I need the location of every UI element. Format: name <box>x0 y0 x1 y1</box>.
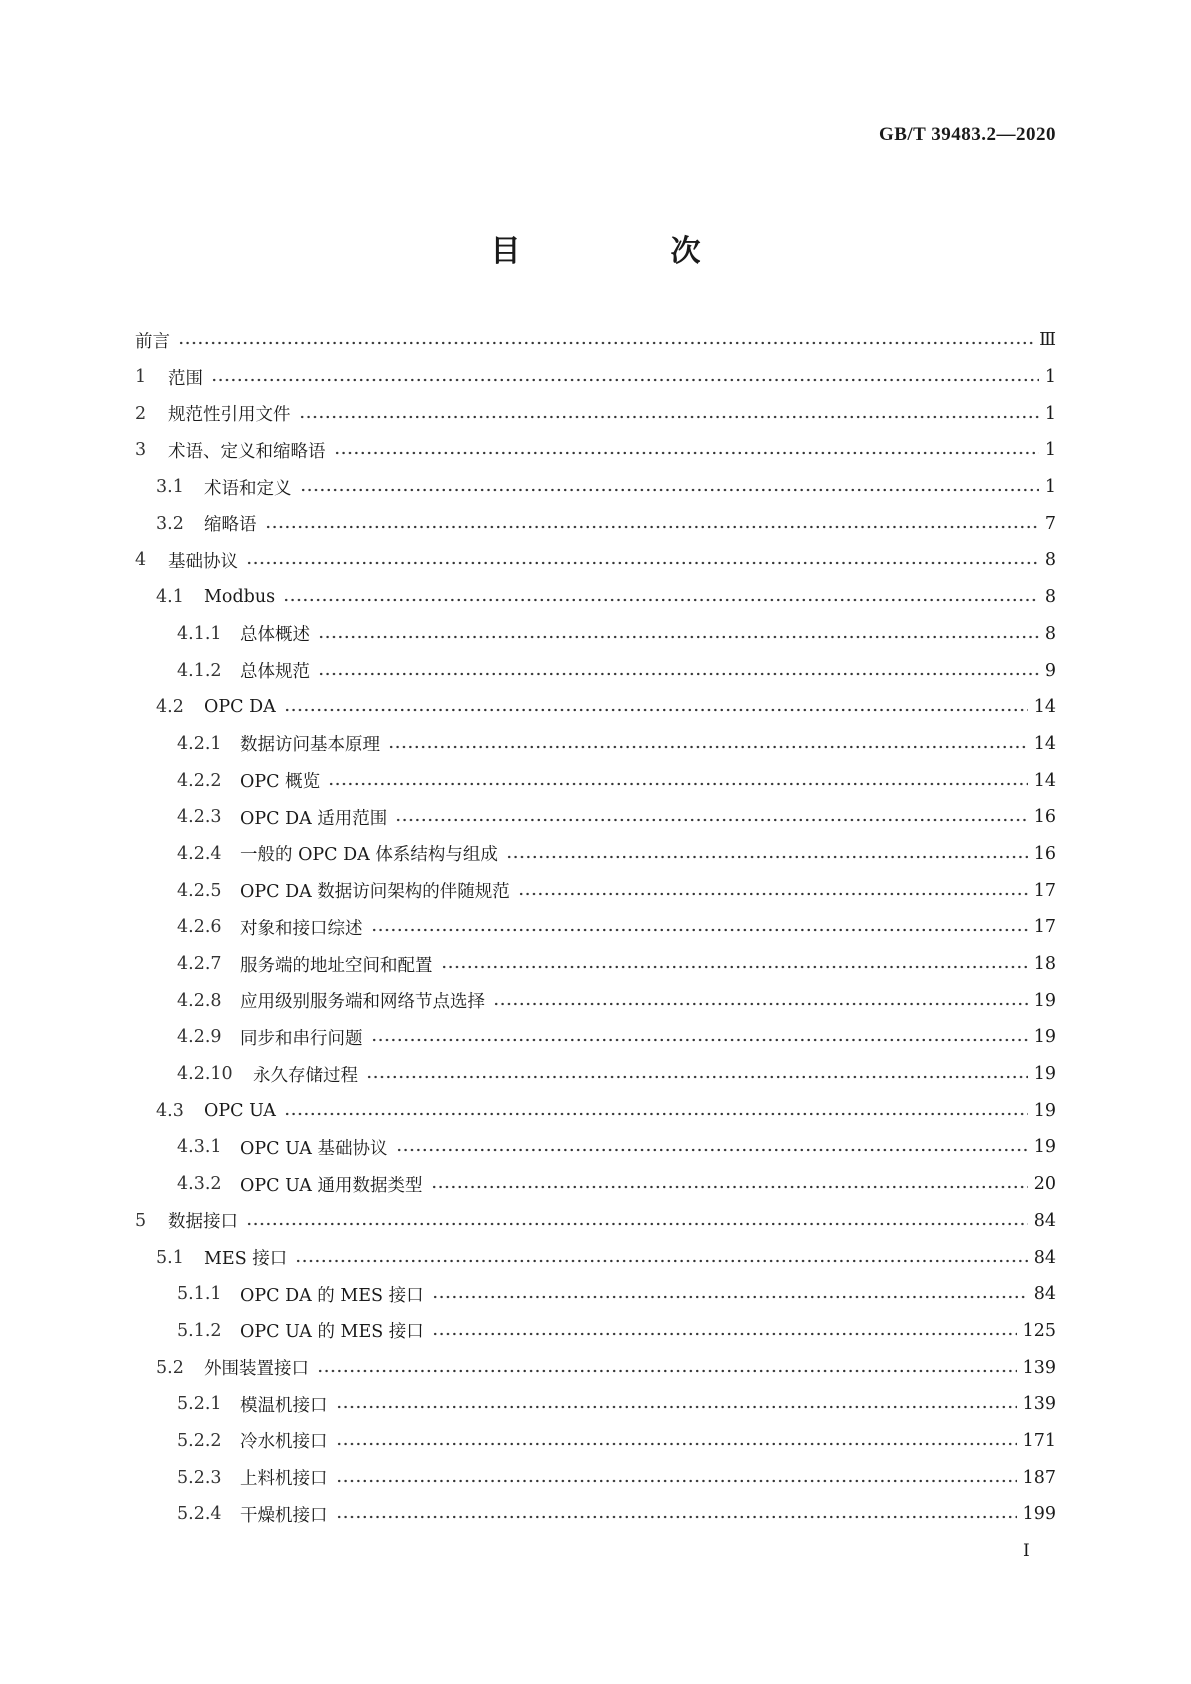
toc-entry-number: 5.2.2 <box>177 1430 222 1451</box>
toc-entry[interactable] <box>135 1203 1056 1240</box>
toc-entry-number: 4.2.1 <box>177 733 222 754</box>
toc-entry-number: 4.1.1 <box>177 623 222 644</box>
toc-entry-label: 术语、定义和缩略语 <box>168 441 326 462</box>
toc-entry-label: 基础协议 <box>168 551 238 572</box>
toc-entry[interactable] <box>135 799 1056 836</box>
toc-entry-number: 3.1 <box>156 477 184 498</box>
toc-entry-number: 4.1.2 <box>177 660 222 681</box>
toc-entry-label: 干燥机接口 <box>240 1505 328 1526</box>
dot-leader <box>246 1222 1028 1226</box>
toc-entry-page: 1 <box>1044 403 1056 424</box>
toc-entry[interactable] <box>135 836 1056 873</box>
toc-entry-number: 3 <box>135 440 147 461</box>
toc-entry-page: 84 <box>1033 1247 1056 1268</box>
toc-entry-page: 125 <box>1022 1320 1056 1341</box>
toc-entry-label: 同步和串行问题 <box>240 1028 363 1049</box>
toc-entry-page: 16 <box>1033 807 1056 828</box>
toc-entry-number: 4.2.10 <box>177 1064 233 1085</box>
toc-entry-label: OPC DA 的 MES 接口 <box>240 1285 424 1306</box>
toc-entry-number: 1 <box>135 367 147 388</box>
toc-entry[interactable] <box>135 909 1056 946</box>
dot-leader <box>371 1038 1028 1042</box>
toc-entry-page: 8 <box>1044 623 1056 644</box>
dot-leader <box>211 378 1039 382</box>
toc-entry-label: OPC DA <box>204 697 276 718</box>
dot-leader <box>318 635 1039 639</box>
toc-entry[interactable] <box>135 1239 1056 1276</box>
toc-entry-number: 4.2.8 <box>177 990 222 1011</box>
toc-entry-page: Ⅲ <box>1039 330 1056 351</box>
dot-leader <box>336 1442 1017 1446</box>
toc-entry-page: 14 <box>1033 770 1056 791</box>
dot-leader <box>396 1148 1028 1152</box>
toc-entry-page: 17 <box>1033 917 1056 938</box>
toc-entry-number: 4.3.2 <box>177 1174 222 1195</box>
toc-entry-page: 1 <box>1044 477 1056 498</box>
toc-entry-label: 对象和接口综述 <box>240 918 363 939</box>
dot-leader <box>300 488 1039 492</box>
toc-entry[interactable] <box>135 1019 1056 1056</box>
toc-entry[interactable] <box>135 542 1056 579</box>
dot-leader <box>283 598 1039 602</box>
toc-entry-page: 8 <box>1044 587 1056 608</box>
dot-leader <box>388 745 1028 749</box>
toc-entry-page: 19 <box>1033 1100 1056 1121</box>
page-title: 目 次 <box>490 234 761 269</box>
toc-entry-label: 模温机接口 <box>240 1395 328 1416</box>
toc-entry-page: 14 <box>1033 697 1056 718</box>
dot-leader <box>265 525 1039 529</box>
toc-entry-label: OPC UA 通用数据类型 <box>240 1175 423 1196</box>
toc-entry[interactable] <box>135 322 1056 359</box>
dot-leader <box>336 1515 1017 1519</box>
toc-entry[interactable] <box>135 1166 1056 1203</box>
toc-entry-label: 应用级别服务端和网络节点选择 <box>240 992 485 1013</box>
footer-page-number: Ⅰ <box>1023 1541 1030 1561</box>
toc-entry-number: 4.3 <box>156 1100 184 1121</box>
toc-entry-label: 外围装置接口 <box>204 1359 309 1380</box>
toc-entry-number: 4.2.3 <box>177 807 222 828</box>
toc-entry-number: 4.2 <box>156 697 184 718</box>
toc-entry-label: 数据访问基本原理 <box>240 735 380 756</box>
toc-entry[interactable] <box>135 872 1056 909</box>
toc-entry-number: 4.1 <box>156 587 184 608</box>
toc-entry-page: 16 <box>1033 843 1056 864</box>
toc-entry-number: 5.1 <box>156 1247 184 1268</box>
toc-entry-label: 总体规范 <box>240 662 310 683</box>
standard-code: GB/T 39483.2—2020 <box>878 124 1056 145</box>
dot-leader <box>178 341 1033 345</box>
toc-entry-label: 术语和定义 <box>204 478 292 499</box>
toc-entry[interactable] <box>135 1276 1056 1313</box>
dot-leader <box>506 855 1028 859</box>
toc-entry-page: 84 <box>1033 1210 1056 1231</box>
toc-entry-number: 4 <box>135 550 147 571</box>
toc-entry-number: 3.2 <box>156 513 184 534</box>
dot-leader <box>246 561 1039 565</box>
toc-entry[interactable] <box>135 1459 1056 1496</box>
toc-entry-label: MES 接口 <box>204 1249 288 1270</box>
dot-leader <box>371 928 1028 932</box>
toc-entry[interactable] <box>135 689 1056 726</box>
toc-entry-label: 上料机接口 <box>240 1469 328 1490</box>
toc-entry-number: 4.2.6 <box>177 917 222 938</box>
toc-entry-page: 199 <box>1022 1504 1056 1525</box>
toc-entry-number: 5.2.3 <box>177 1467 222 1488</box>
toc-entry-label: 前言 <box>135 331 170 352</box>
toc-entry[interactable] <box>135 616 1056 653</box>
toc-entry-number: 4.2.7 <box>177 954 222 975</box>
toc-entry-label: 一般的 OPC DA 体系结构与组成 <box>240 845 498 866</box>
dot-leader <box>334 451 1039 455</box>
toc-entry-number: 4.2.4 <box>177 843 222 864</box>
toc-entry-number: 5.1.2 <box>177 1320 222 1341</box>
dot-leader <box>328 782 1028 786</box>
toc-entry[interactable] <box>135 469 1056 506</box>
toc-entry-number: 4.2.5 <box>177 880 222 901</box>
toc-entry-label: 冷水机接口 <box>240 1432 328 1453</box>
toc-entry-label: OPC UA <box>204 1100 276 1121</box>
toc-entry-number: 4.3.1 <box>177 1137 222 1158</box>
toc-entry-label: OPC UA 基础协议 <box>240 1138 388 1159</box>
toc-entry-label: 数据接口 <box>168 1212 238 1233</box>
toc-entry-page: 18 <box>1033 954 1056 975</box>
toc-entry-number: 5.1.1 <box>177 1284 222 1305</box>
toc-entry-label: 缩略语 <box>204 515 257 536</box>
dot-leader <box>284 708 1028 712</box>
dot-leader <box>284 1112 1028 1116</box>
dot-leader <box>432 1295 1028 1299</box>
dot-leader <box>317 1369 1017 1373</box>
toc-entry[interactable] <box>135 395 1056 432</box>
toc-entry-label: 永久存储过程 <box>253 1065 358 1086</box>
toc-entry-label: OPC DA 适用范围 <box>240 808 388 829</box>
toc-entry[interactable] <box>135 652 1056 689</box>
toc-entry[interactable] <box>135 1092 1056 1129</box>
toc-entry[interactable] <box>135 1129 1056 1166</box>
dot-leader <box>431 1185 1028 1189</box>
dot-leader <box>518 892 1028 896</box>
toc-entry-page: 19 <box>1033 1064 1056 1085</box>
toc-entry-page: 8 <box>1044 550 1056 571</box>
toc-entry[interactable] <box>135 762 1056 799</box>
toc-entry[interactable] <box>135 1349 1056 1386</box>
toc-entry-number: 5.2.1 <box>177 1394 222 1415</box>
toc-entry-label: Modbus <box>204 587 276 608</box>
toc-entry-number: 5.2.4 <box>177 1504 222 1525</box>
toc-entry-label: OPC UA 的 MES 接口 <box>240 1322 424 1343</box>
toc-entry-label: 范围 <box>168 368 203 389</box>
toc-entry[interactable] <box>135 1496 1056 1533</box>
dot-leader <box>318 672 1039 676</box>
table-of-contents <box>135 322 1056 1533</box>
toc-entry-number: 5 <box>135 1210 147 1231</box>
toc-entry[interactable] <box>135 946 1056 983</box>
toc-entry-page: 1 <box>1044 440 1056 461</box>
dot-leader <box>493 1002 1028 1006</box>
toc-entry[interactable] <box>135 359 1056 396</box>
toc-entry-number: 2 <box>135 403 147 424</box>
dot-leader <box>366 1075 1028 1079</box>
dot-leader <box>395 818 1027 822</box>
toc-entry-label: 总体概述 <box>240 625 310 646</box>
toc-entry[interactable] <box>135 982 1056 1019</box>
toc-entry[interactable] <box>135 579 1056 616</box>
toc-entry-page: 1 <box>1044 367 1056 388</box>
toc-entry[interactable] <box>135 1056 1056 1093</box>
toc-entry[interactable] <box>135 1423 1056 1460</box>
dot-leader <box>336 1405 1017 1409</box>
toc-entry-label: OPC DA 数据访问架构的伴随规范 <box>240 882 510 903</box>
toc-entry-number: 5.2 <box>156 1357 184 1378</box>
toc-entry-label: 规范性引用文件 <box>168 405 291 426</box>
toc-entry-label: 服务端的地址空间和配置 <box>240 955 433 976</box>
toc-entry-label: OPC 概览 <box>240 772 321 793</box>
dot-leader <box>336 1479 1017 1483</box>
toc-entry-page: 9 <box>1044 660 1056 681</box>
toc-entry-page: 7 <box>1044 513 1056 534</box>
toc-entry-page: 19 <box>1033 1027 1056 1048</box>
toc-entry-page: 17 <box>1033 880 1056 901</box>
dot-leader <box>295 1259 1027 1263</box>
toc-entry[interactable] <box>135 1386 1056 1423</box>
toc-entry-page: 171 <box>1022 1430 1056 1451</box>
toc-entry[interactable] <box>135 432 1056 469</box>
toc-entry-page: 84 <box>1033 1284 1056 1305</box>
dot-leader <box>441 965 1028 969</box>
toc-entry[interactable] <box>135 1313 1056 1350</box>
toc-entry[interactable] <box>135 505 1056 542</box>
dot-leader <box>432 1332 1017 1336</box>
toc-entry-page: 20 <box>1033 1174 1056 1195</box>
toc-entry-page: 139 <box>1022 1394 1056 1415</box>
toc-entry-page: 14 <box>1033 733 1056 754</box>
toc-entry-number: 4.2.2 <box>177 770 222 791</box>
toc-entry-page: 139 <box>1022 1357 1056 1378</box>
dot-leader <box>299 415 1039 419</box>
toc-entry-page: 187 <box>1022 1467 1056 1488</box>
toc-entry-number: 4.2.9 <box>177 1027 222 1048</box>
toc-entry-page: 19 <box>1033 990 1056 1011</box>
toc-entry[interactable] <box>135 726 1056 763</box>
toc-entry-page: 19 <box>1033 1137 1056 1158</box>
